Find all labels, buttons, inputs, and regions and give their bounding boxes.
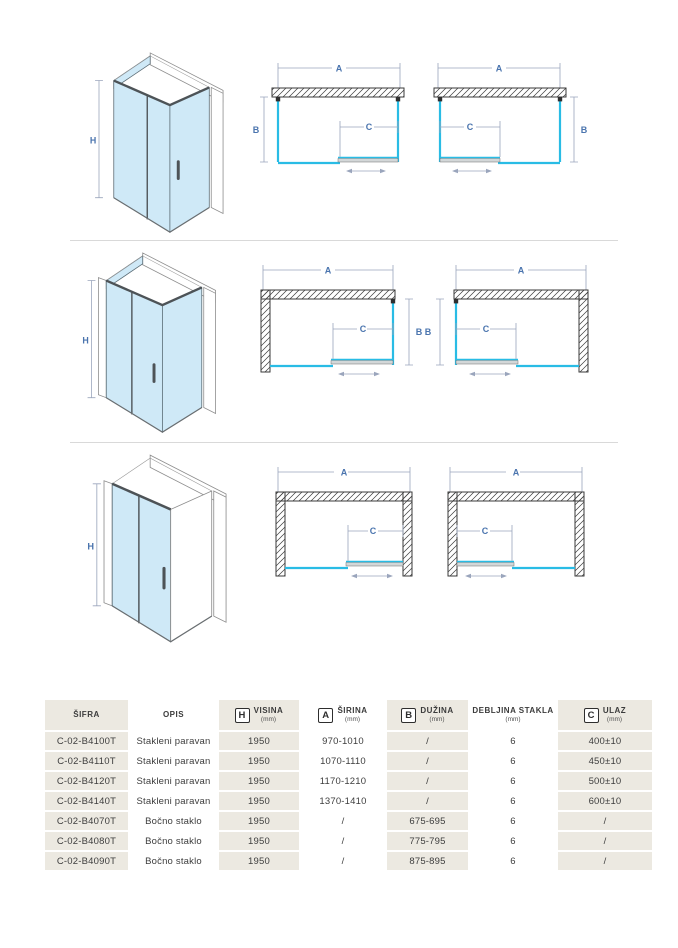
col-header-duzina bbox=[387, 700, 468, 730]
wall-hatched-top bbox=[276, 492, 412, 501]
cell-opis: Bočno staklo bbox=[130, 812, 217, 830]
cell-sirina: / bbox=[301, 852, 385, 870]
wall-connector bbox=[558, 97, 562, 101]
col-label: DEBLJINA STAKLA bbox=[472, 706, 554, 716]
cell-debljina: 6 bbox=[470, 732, 556, 750]
slider-track bbox=[331, 361, 393, 365]
cell-duzina: / bbox=[387, 732, 468, 750]
cell-visina: 1950 bbox=[219, 852, 299, 870]
depth-dimension-line bbox=[405, 299, 413, 365]
cell-duzina: 775-795 bbox=[387, 832, 468, 850]
door-handle bbox=[177, 160, 180, 180]
cell-ulaz: / bbox=[558, 832, 652, 850]
dim-label-a: A bbox=[517, 265, 525, 276]
cell-sifra: C-02-B4070T bbox=[45, 812, 128, 830]
front-glass-panel bbox=[114, 81, 170, 233]
cell-duzina: / bbox=[387, 772, 468, 790]
depth-dimension-line bbox=[260, 97, 268, 162]
dim-label-b: B bbox=[252, 125, 260, 135]
dim-label-h: H bbox=[89, 135, 97, 146]
side-wall bbox=[204, 287, 216, 413]
top-view-row3-right bbox=[440, 460, 592, 586]
col-label: ŠIRINA bbox=[337, 706, 368, 716]
depth-dimension-line bbox=[436, 299, 444, 365]
cell-ulaz: / bbox=[558, 812, 652, 830]
iso-view-row3 bbox=[86, 452, 241, 652]
top-view-row2-right bbox=[424, 258, 596, 382]
col-label: OPIS bbox=[162, 710, 185, 720]
cell-opis: Bočno staklo bbox=[130, 832, 217, 850]
cell-sifra: C-02-B4080T bbox=[45, 832, 128, 850]
cell-visina: 1950 bbox=[219, 832, 299, 850]
col-label: ULAZ bbox=[602, 706, 627, 716]
col-unit: (mm) bbox=[606, 715, 623, 723]
cell-sirina: / bbox=[301, 812, 385, 830]
slider-track bbox=[457, 563, 514, 567]
iso-view-row2 bbox=[78, 250, 233, 442]
cell-sirina: 970-1010 bbox=[301, 732, 385, 750]
left-wall bbox=[104, 481, 112, 606]
wall-hatched bbox=[272, 88, 404, 97]
cell-ulaz: 500±10 bbox=[558, 772, 652, 790]
side-glass-panel bbox=[162, 287, 201, 432]
cell-visina: 1950 bbox=[219, 732, 299, 750]
col-unit: (mm) bbox=[260, 715, 277, 723]
dim-label-a: A bbox=[324, 265, 332, 276]
cell-ulaz: 450±10 bbox=[558, 752, 652, 770]
depth-dimension-line bbox=[570, 97, 578, 162]
cell-sifra: C-02-B4100T bbox=[45, 732, 128, 750]
dim-label-a: A bbox=[335, 63, 343, 74]
letter-box-a: A bbox=[318, 708, 333, 723]
col-unit: (mm) bbox=[429, 715, 445, 723]
wall-connector bbox=[438, 97, 442, 101]
cell-sifra: C-02-B4120T bbox=[45, 772, 128, 790]
cell-duzina: / bbox=[387, 792, 468, 810]
dim-label-h: H bbox=[82, 335, 89, 346]
cell-opis: Stakleni paravan bbox=[130, 732, 217, 750]
dim-label-a: A bbox=[495, 63, 503, 74]
cell-opis: Stakleni paravan bbox=[130, 792, 217, 810]
cell-duzina: 675-695 bbox=[387, 812, 468, 830]
letter-box-c: C bbox=[584, 708, 599, 723]
slider-track bbox=[346, 563, 403, 567]
slider-track bbox=[440, 159, 500, 163]
cell-debljina: 6 bbox=[470, 852, 556, 870]
cell-opis: Stakleni paravan bbox=[130, 772, 217, 790]
wall-hatched-right bbox=[579, 290, 588, 372]
dim-label-c: C bbox=[359, 324, 367, 334]
letter-box-h: H bbox=[235, 708, 250, 723]
dim-label-b: B bbox=[424, 327, 432, 337]
cell-opis: Stakleni paravan bbox=[130, 752, 217, 770]
wall-hatched-top bbox=[454, 290, 588, 299]
cell-visina: 1950 bbox=[219, 772, 299, 790]
dim-label-b: B bbox=[415, 327, 423, 337]
cell-sirina: 1370-1410 bbox=[301, 792, 385, 810]
cell-debljina: 6 bbox=[470, 772, 556, 790]
door-handle bbox=[162, 567, 165, 590]
dim-label-a: A bbox=[340, 467, 348, 478]
wall-hatched-top bbox=[261, 290, 395, 299]
door-handle bbox=[153, 363, 156, 383]
cell-sifra: C-02-B4090T bbox=[45, 852, 128, 870]
top-view-row2-left bbox=[253, 258, 425, 382]
slider-track bbox=[456, 361, 518, 365]
top-view-row1-left bbox=[252, 56, 420, 180]
cell-ulaz: / bbox=[558, 852, 652, 870]
door-glass-panel bbox=[170, 87, 209, 232]
top-view-row3-left bbox=[268, 460, 420, 586]
cell-debljina: 6 bbox=[470, 812, 556, 830]
col-header-sirina bbox=[301, 700, 385, 730]
spec-table bbox=[45, 700, 640, 870]
col-header-debljina bbox=[470, 700, 556, 730]
cell-sifra: C-02-B4110T bbox=[45, 752, 128, 770]
section-divider bbox=[70, 442, 618, 443]
col-unit: (mm) bbox=[344, 715, 361, 723]
wall-hatched-left bbox=[448, 492, 457, 576]
wall-hatched-top bbox=[448, 492, 584, 501]
wall-hatched-right bbox=[575, 492, 584, 576]
dim-label-c: C bbox=[481, 526, 489, 536]
cell-debljina: 6 bbox=[470, 832, 556, 850]
col-label: ŠIFRA bbox=[73, 710, 100, 720]
dim-label-b: B bbox=[580, 125, 588, 135]
dim-label-c: C bbox=[365, 122, 373, 132]
cell-visina: 1950 bbox=[219, 812, 299, 830]
cell-opis: Bočno staklo bbox=[130, 852, 217, 870]
cell-debljina: 6 bbox=[470, 792, 556, 810]
cell-visina: 1950 bbox=[219, 752, 299, 770]
col-header-ulaz bbox=[558, 700, 652, 730]
dim-label-c: C bbox=[482, 324, 490, 334]
side-wall bbox=[214, 491, 226, 622]
cell-sirina: 1170-1210 bbox=[301, 772, 385, 790]
col-header-sifra bbox=[45, 700, 128, 730]
wall-connector bbox=[276, 97, 280, 101]
wall-connector bbox=[391, 299, 395, 303]
section-divider bbox=[70, 240, 618, 241]
cell-debljina: 6 bbox=[470, 752, 556, 770]
dim-label-c: C bbox=[466, 122, 474, 132]
cell-visina: 1950 bbox=[219, 792, 299, 810]
cell-duzina: / bbox=[387, 752, 468, 770]
wall-hatched-left bbox=[276, 492, 285, 576]
letter-box-b: B bbox=[401, 708, 416, 723]
slider-track bbox=[338, 159, 398, 163]
cell-ulaz: 400±10 bbox=[558, 732, 652, 750]
top-view-row1-right bbox=[424, 56, 592, 180]
col-header-opis bbox=[130, 700, 217, 730]
side-wall bbox=[211, 87, 223, 213]
side-wall-panel bbox=[171, 491, 212, 642]
cell-sirina: 1070-1110 bbox=[301, 752, 385, 770]
col-label: VISINA bbox=[253, 706, 284, 716]
cell-sifra: C-02-B4140T bbox=[45, 792, 128, 810]
left-wall bbox=[98, 278, 106, 398]
cell-ulaz: 600±10 bbox=[558, 792, 652, 810]
dim-label-h: H bbox=[87, 541, 95, 552]
wall-hatched-left bbox=[261, 290, 270, 372]
cell-duzina: 875-895 bbox=[387, 852, 468, 870]
wall-hatched-right bbox=[403, 492, 412, 576]
col-header-visina bbox=[219, 700, 299, 730]
col-label: DUŽINA bbox=[420, 706, 454, 716]
door-glass-panel bbox=[112, 484, 170, 642]
dim-label-a: A bbox=[512, 467, 520, 478]
iso-view-row1 bbox=[88, 50, 238, 242]
wall-hatched bbox=[434, 88, 566, 97]
cell-sirina: / bbox=[301, 832, 385, 850]
wall-connector bbox=[454, 299, 458, 303]
col-unit: (mm) bbox=[505, 715, 521, 723]
wall-connector bbox=[396, 97, 400, 101]
door-glass-panel bbox=[106, 281, 162, 433]
dim-label-c: C bbox=[369, 526, 377, 536]
